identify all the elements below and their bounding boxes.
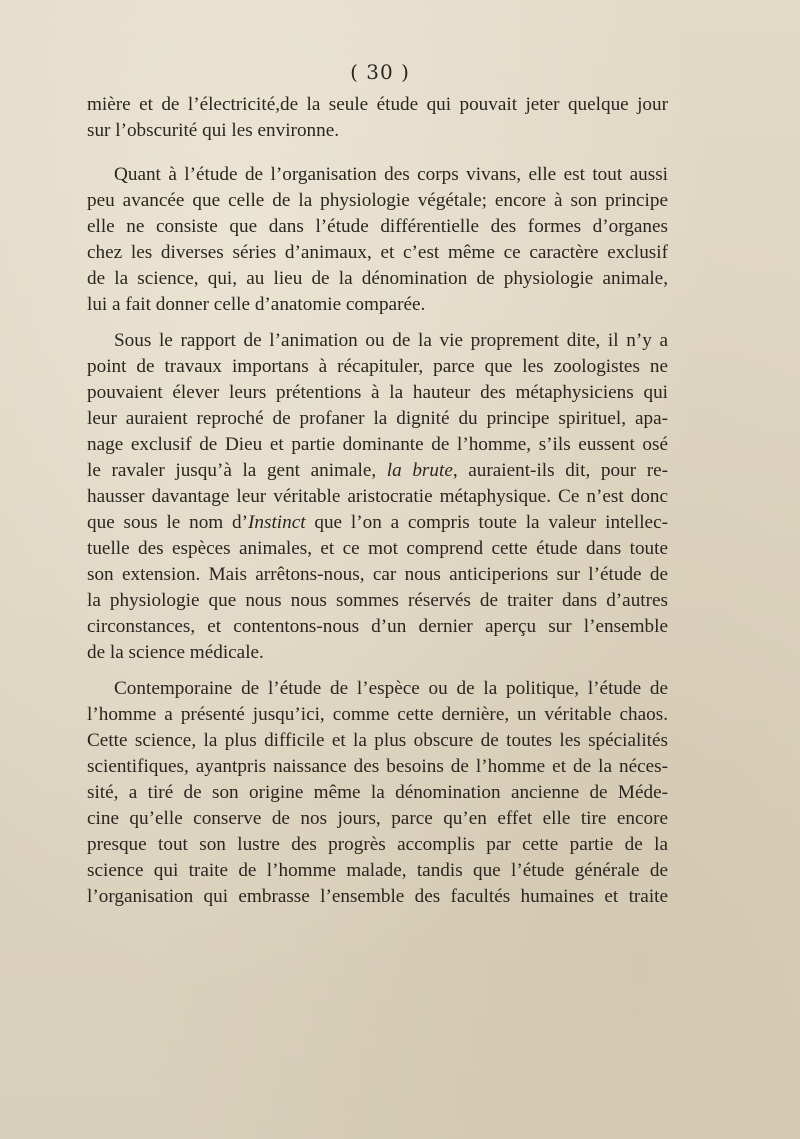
text-line: lui a fait donner celle d’anatomie comparée. <box>87 294 426 315</box>
text-line: mière et de l’électricité,de la seule étude qui pouvait jeter quelque jour <box>87 94 668 115</box>
text-line: tuelle des espèces animales, et ce mot comprend cette étude dans toute <box>87 538 668 559</box>
text-segment: , auraient-ils dit, pour re- <box>452 460 668 481</box>
text-line: cine qu’elle conserve de nos jours, parce qu’en effet elle tire encore <box>87 808 668 829</box>
text-segment: le ravaler jusqu’à la gent animale, <box>87 460 387 481</box>
paragraph-2 <box>87 162 668 318</box>
text-line: de la science, qui, au lieu de la dénomination de physiologie animale, <box>87 268 668 289</box>
text-line: Contemporaine de l’étude de l’espèce ou de la politique, l’étude de <box>114 678 668 699</box>
text-line: sité, a tiré de son origine même la dénomination ancienne de Méde- <box>87 782 668 803</box>
text-line-with-italic <box>87 458 668 484</box>
italic-term: Instinct <box>248 512 306 533</box>
text-line: chez les diverses séries d’animaux, et c’est même ce caractère exclusif <box>87 242 668 263</box>
paragraph-1 <box>87 92 668 144</box>
text-line: sur l’obscurité qui les environne. <box>87 120 340 141</box>
text-line: scientifiques, ayantpris naissance des besoins de l’homme et de la néces- <box>87 756 668 777</box>
text-line: l’organisation qui embrasse l’ensemble des facultés humaines et traite <box>87 886 668 907</box>
text-line: l’homme a présenté jusqu’ici, comme cette dernière, un véritable chaos. <box>87 704 668 725</box>
text-segment: que l’on a compris toute la valeur intellec- <box>305 512 668 533</box>
text-line: science qui traite de l’homme malade, tandis que l’étude générale de <box>87 860 668 881</box>
text-line: leur auraient reproché de profaner la dignité du principe spirituel, apa- <box>87 408 668 429</box>
text-line: hausser davantage leur véritable aristocratie métaphysique. Ce n’est donc <box>87 486 668 507</box>
text-line: Quant à l’étude de l’organisation des corps vivans, elle est tout aussi <box>114 164 668 185</box>
paragraph-3 <box>87 328 668 666</box>
text-line: de la science médicale. <box>87 642 264 663</box>
paragraph-4 <box>87 676 668 910</box>
text-segment: que sous le nom d’ <box>87 512 248 533</box>
text-line: pouvaient élever leurs prétentions à la hauteur des métaphysiciens qui <box>87 382 668 403</box>
text-line: point de travaux importans à récapituler, parce que les zoologistes ne <box>87 356 668 377</box>
text-line: la physiologie que nous nous sommes réservés de traiter dans d’autres <box>87 590 668 611</box>
text-line: peu avancée que celle de la physiologie végétale; encore à son principe <box>87 190 668 211</box>
text-line: Sous le rapport de l’animation ou de la vie proprement dite, il n’y a <box>114 330 668 351</box>
text-line: son extension. Mais arrêtons-nous, car nous anticiperions sur l’étude de <box>87 564 668 585</box>
text-line-with-italic <box>87 510 668 536</box>
text-line: nage exclusif de Dieu et partie dominante de l’homme, s’ils eussent osé <box>87 434 668 455</box>
text-line: circonstances, et contentons-nous d’un dernier aperçu sur l’ensemble <box>87 616 668 637</box>
text-line: presque tout son lustre des progrès accomplis par cette partie de la <box>87 834 668 855</box>
italic-term: la brute <box>386 460 453 481</box>
text-line: elle ne consiste que dans l’étude différentielle des formes d’organes <box>87 216 668 237</box>
text-line: Cette science, la plus difficile et la plus obscure de toutes les spécialités <box>87 730 668 751</box>
page-number: ( 30 ) <box>350 60 410 84</box>
